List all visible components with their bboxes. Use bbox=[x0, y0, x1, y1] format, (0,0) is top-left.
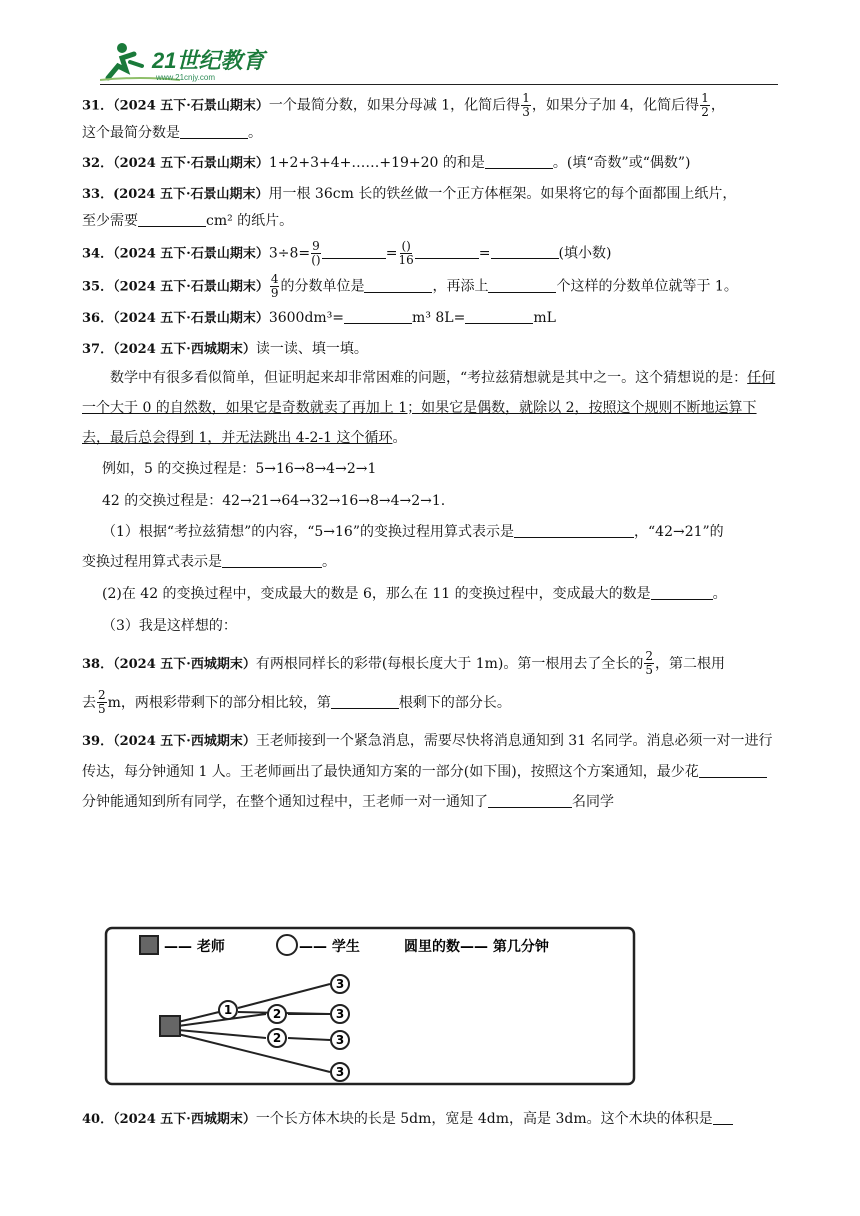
question-text: 一个长方体木块的长是 5dm，宽是 4dm，高是 3dm。这个木块的体积是 bbox=[255, 1111, 713, 1127]
question-37 bbox=[82, 336, 780, 641]
question-text: (填小数) bbox=[558, 245, 612, 261]
answer-blank[interactable] bbox=[713, 1110, 733, 1125]
sub-question-2 bbox=[82, 577, 780, 611]
answer-blank[interactable] bbox=[488, 278, 556, 293]
minute-label: 2 bbox=[272, 1007, 282, 1021]
answer-blank[interactable] bbox=[699, 763, 767, 778]
question-text: 1+2+3+4+……+19+20 的和是 bbox=[268, 154, 485, 171]
minute-label: 3 bbox=[335, 1033, 345, 1047]
question-text: = bbox=[385, 245, 398, 261]
question-text: 。 bbox=[712, 585, 727, 602]
question-33 bbox=[82, 181, 780, 234]
answer-blank[interactable] bbox=[491, 244, 559, 259]
question-36 bbox=[82, 305, 780, 332]
answer-blank[interactable] bbox=[364, 278, 432, 293]
question-text: 有两根同样长的彩带(每根长度大于 1m)。第一根用去了全长的 bbox=[255, 655, 644, 672]
question-text: 。 bbox=[248, 124, 262, 141]
sub-question-3: （3）我是这样想的： bbox=[102, 617, 237, 634]
answer-blank[interactable] bbox=[488, 793, 572, 808]
numerator: 1 bbox=[522, 91, 530, 105]
numerator: 1 bbox=[701, 91, 709, 105]
denominator: 5 bbox=[645, 663, 654, 677]
question-text: 王老师接到一个紧急消息，需要尽快将消息通知到 31 名同学。消息必须一对一进行传达，每分钟通知 1 人。王老师画出了最快通知方案的一部分(如下围)，按照这个方案通知，最少花 bbox=[82, 732, 773, 780]
question-text: 名同学 bbox=[572, 793, 614, 810]
question-tag: 39．（2024 五下·西城期末） bbox=[82, 733, 256, 749]
numerator: 2 bbox=[98, 688, 106, 702]
answer-blank[interactable] bbox=[180, 124, 248, 139]
numerator: 4 bbox=[270, 272, 279, 286]
minute-label: 1 bbox=[223, 1003, 233, 1017]
minute-label: 3 bbox=[335, 1065, 345, 1079]
question-text: ，如果分子加 4，化简后得 bbox=[531, 97, 700, 114]
question-text: m，两根彩带剩下的部分相比较，第 bbox=[107, 694, 331, 711]
denominator: () bbox=[311, 252, 321, 267]
question-text: 根剩下的部分长。 bbox=[398, 694, 511, 711]
logo bbox=[100, 40, 280, 84]
denominator: 3 bbox=[522, 105, 530, 119]
question-tag: 34．（2024 五下·石景山期末） bbox=[82, 246, 269, 261]
teacher-icon bbox=[140, 936, 158, 954]
fraction bbox=[311, 240, 321, 267]
legend-student: —— 学生 bbox=[299, 939, 360, 955]
answer-blank[interactable] bbox=[485, 154, 553, 169]
answer-blank[interactable] bbox=[651, 585, 713, 600]
question-tag: 38．（2024 五下·西城期末） bbox=[82, 656, 256, 672]
question-tag: 40．（2024 五下·西城期末） bbox=[82, 1112, 256, 1127]
example-line: 例如，5 的交换过程是：5→16→8→4→2→1 bbox=[102, 460, 377, 477]
answer-blank[interactable] bbox=[344, 309, 412, 324]
question-text: m³ 8L= bbox=[412, 309, 466, 326]
answer-blank[interactable] bbox=[415, 244, 479, 259]
fraction bbox=[700, 92, 710, 119]
question-text: (2)在 42 的变换过程中，变成最大的数是 6，那么在 11 的变换过程中，变成最大的数是 bbox=[102, 585, 651, 602]
question-tag: 31．（2024 五下·石景山期末） bbox=[82, 98, 269, 114]
numerator: () bbox=[401, 238, 411, 253]
numerator: 9 bbox=[312, 238, 320, 253]
paragraph-text: 。 bbox=[392, 429, 407, 446]
reading-paragraph bbox=[82, 363, 780, 453]
question-text: 用一根 36cm 长的铁丝做一个正方体框架。如果将它的每个面都围上纸片， bbox=[268, 185, 737, 202]
question-tag: 36．（2024 五下·石景山期末） bbox=[82, 310, 269, 326]
question-text: 读一读、填一填。 bbox=[255, 340, 368, 357]
question-40 bbox=[82, 1106, 780, 1133]
underlined-text: 任何一个大于 0 的自然数，如果它是奇数就卖了再加上 1；如果它是偶数，就除以 2，按照这个规则不断地运算下去，最后总会得到 1，并无法跳出 4-2-1 这个循环 bbox=[82, 369, 776, 446]
question-text: 个这样的分数单位就等于 1。 bbox=[556, 278, 738, 295]
question-tag: 35．（2024 五下·石景山期末） bbox=[82, 279, 269, 295]
question-text: 这个最简分数是 bbox=[82, 124, 180, 141]
question-text: 分钟能通知到所有同学，在整个通知过程中，王老师一对一通知了 bbox=[82, 793, 488, 810]
question-text: 至少需要 bbox=[82, 212, 138, 229]
question-tag: 32．（2024 五下·石景山期末） bbox=[82, 155, 269, 171]
question-text: 变换过程用算式表示是 bbox=[82, 553, 222, 570]
paragraph-text: 数学中有很多看似简单，但证明起来却非常困难的问题，“考拉兹猜想就是其中之一。这个猜想说的是： bbox=[110, 369, 748, 386]
denominator: 9 bbox=[270, 286, 279, 300]
question-text: 。 bbox=[322, 553, 336, 570]
minute-label: 3 bbox=[335, 1007, 345, 1021]
question-text: ，再添上 bbox=[432, 278, 489, 295]
question-text: 3÷8= bbox=[268, 245, 311, 261]
question-34 bbox=[82, 240, 780, 268]
denominator: 5 bbox=[98, 702, 106, 716]
question-35 bbox=[82, 273, 780, 301]
fraction bbox=[97, 689, 107, 716]
numerator: 2 bbox=[645, 649, 654, 663]
answer-blank[interactable] bbox=[331, 694, 399, 709]
question-text: 一个最简分数，如果分母减 1，化简后得 bbox=[268, 97, 521, 114]
legend-number: 圆里的数—— 第几分钟 bbox=[404, 939, 549, 955]
question-text: ，第二根用 bbox=[655, 655, 726, 672]
fraction bbox=[644, 650, 654, 677]
notification-diagram bbox=[104, 926, 636, 1086]
question-text: = bbox=[478, 245, 491, 261]
question-text: 去 bbox=[82, 694, 96, 711]
sub-question-1 bbox=[82, 517, 780, 577]
question-31 bbox=[82, 92, 780, 146]
question-text: 。(填“奇数”或“偶数”) bbox=[552, 154, 691, 171]
answer-blank[interactable] bbox=[138, 212, 206, 227]
student-icon bbox=[277, 935, 297, 955]
minute-label: 3 bbox=[335, 977, 345, 991]
logo-subtext: www.21cnjy.com bbox=[156, 73, 215, 82]
header-rule bbox=[100, 84, 778, 85]
question-tag: 37．（2024 五下·西城期末） bbox=[82, 341, 256, 357]
question-text: ，“42→21”的 bbox=[634, 523, 724, 540]
question-32 bbox=[82, 150, 780, 177]
question-text: cm² 的纸片。 bbox=[206, 212, 294, 229]
fraction bbox=[270, 273, 280, 300]
denominator: 16 bbox=[398, 252, 414, 267]
denominator: 2 bbox=[701, 105, 709, 119]
question-text: ， bbox=[710, 97, 725, 114]
answer-blank[interactable] bbox=[465, 309, 533, 324]
legend-teacher: —— 老师 bbox=[164, 939, 225, 955]
question-39 bbox=[82, 726, 780, 817]
example-line: 42 的交换过程是：42→21→64→32→16→8→4→2→1. bbox=[102, 492, 446, 509]
minute-label: 2 bbox=[272, 1031, 282, 1045]
question-text: （1）根据“考拉兹猜想”的内容，“5→16”的变换过程用算式表示是 bbox=[102, 523, 514, 540]
question-tag: 33．(2024 五下·石景山期末） bbox=[82, 186, 269, 202]
answer-blank[interactable] bbox=[322, 244, 386, 259]
answer-blank[interactable] bbox=[222, 553, 322, 568]
question-text: 的分数单位是 bbox=[280, 278, 365, 295]
fraction bbox=[398, 240, 413, 267]
question-text: mL bbox=[533, 309, 556, 326]
fraction bbox=[521, 92, 531, 119]
page-header bbox=[0, 0, 860, 90]
answer-blank[interactable] bbox=[514, 523, 634, 538]
question-38 bbox=[82, 645, 780, 722]
question-list bbox=[82, 92, 780, 821]
teacher-node bbox=[160, 1016, 180, 1036]
question-text: 3600dm³= bbox=[268, 309, 345, 326]
logo-text: 21世纪教育 bbox=[152, 48, 265, 73]
